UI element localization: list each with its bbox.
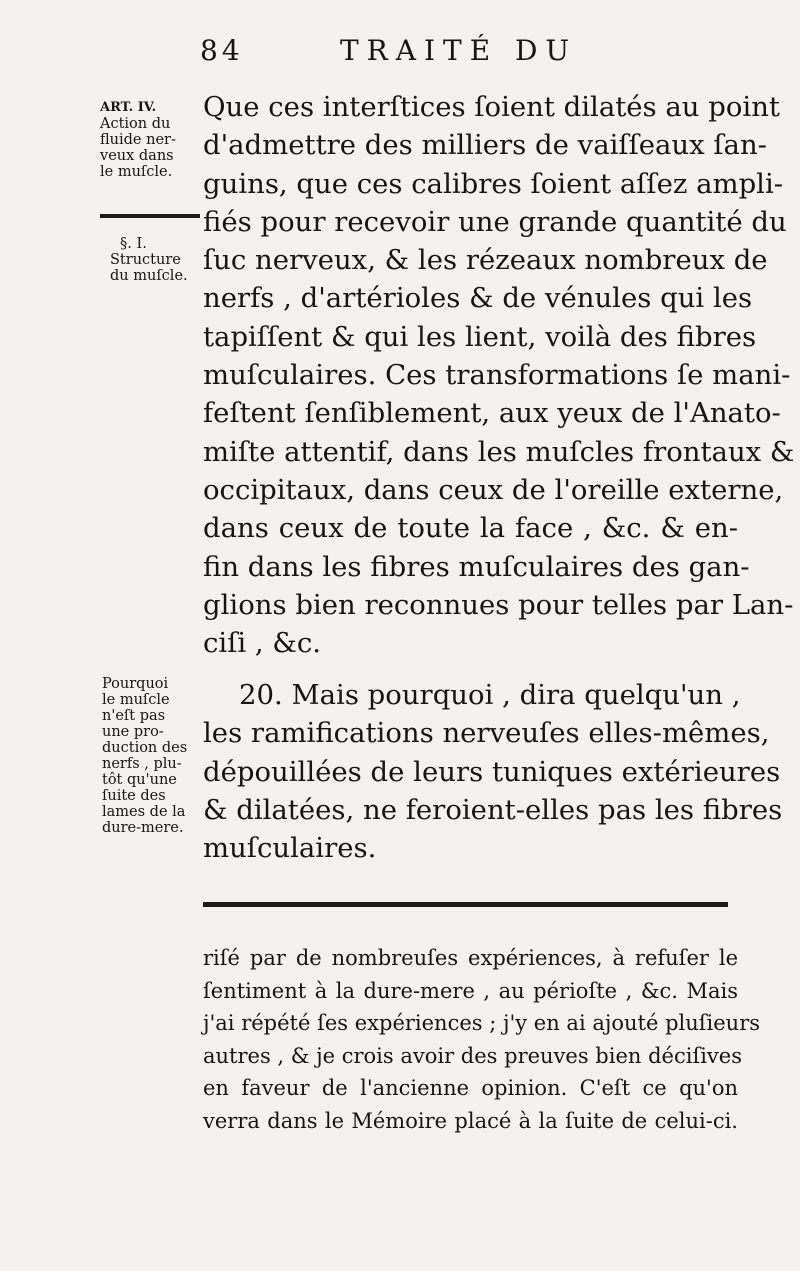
footnote-line: autres , & je crois avoir des preuves bien déciſives xyxy=(203,1043,742,1068)
margin-section-line: Structure xyxy=(110,252,181,268)
footnote-line: j'ai répété ſes expériences ; j'y en ai ajouté pluſieurs xyxy=(203,1011,761,1035)
footnote-line: verra dans le Mémoire placé à la ſuite de celui-ci. xyxy=(203,1108,738,1133)
margin-note-section xyxy=(110,236,215,284)
margin-art-line: fluide ner- xyxy=(100,132,176,148)
text-line: tapiſſent & qui les lient, voilà des fibres xyxy=(203,320,757,353)
text-line: dans ceux de toute la face , &c. & en- xyxy=(203,512,738,545)
text-line: guins, que ces calibres ſoient aſſez ampli- xyxy=(203,167,784,200)
margin-art-line: Action du xyxy=(100,116,171,132)
text-line: muſculaires. xyxy=(203,832,377,865)
footnote-line: riſé par de nombreuſes expériences, à refuſer le xyxy=(203,946,738,970)
body-paragraph-2 xyxy=(203,676,783,867)
text-line: 20. Mais pourquoi , dira quelqu'un , xyxy=(239,679,741,711)
footnote-line: ſentiment à la dure-mere , au périoſte , &c. Mais xyxy=(203,978,738,1003)
margin-section-line: du muſcle. xyxy=(110,268,188,284)
running-title: TRAITÉ DU xyxy=(340,34,578,67)
footnote-rule xyxy=(203,902,728,907)
margin-art-line: le muſcle. xyxy=(100,164,173,180)
text-line: ciſi , &c. xyxy=(203,627,322,660)
margin-q-line: lames de la xyxy=(102,804,186,820)
page-number: 84 xyxy=(200,34,244,67)
margin-q-line: tôt qu'une xyxy=(102,772,177,788)
text-line: fiés pour recevoir une grande quantité du xyxy=(203,205,787,238)
margin-q-line: nerfs , plu- xyxy=(102,756,182,772)
text-line: muſculaires. Ces transformations ſe mani- xyxy=(203,359,791,392)
footnote xyxy=(203,942,761,1137)
footnote-line: en faveur de l'ancienne opinion. C'eſt ce qu'on xyxy=(203,1076,738,1100)
margin-note-article xyxy=(100,100,205,180)
text-line: Que ces interſtices ſoient dilatés au point xyxy=(203,91,780,123)
text-line: d'admettre des milliers de vaiſſeaux ſan- xyxy=(203,129,767,162)
running-header xyxy=(200,34,760,74)
margin-q-line: dure-mere. xyxy=(102,820,184,836)
text-line: occipitaux, dans ceux de l'oreille externe, xyxy=(203,473,784,506)
text-line: dépouillées de leurs tuniques extérieures xyxy=(203,755,781,788)
text-line: nerfs , d'artérioles & de vénules qui les xyxy=(203,282,753,315)
margin-q-line: n'eſt pas xyxy=(102,708,166,724)
margin-note-question xyxy=(102,676,202,836)
margin-q-line: ſuite des xyxy=(102,788,166,804)
body-paragraph-1 xyxy=(203,88,795,662)
text-line: fin dans les fibres muſculaires des gan- xyxy=(203,550,750,583)
margin-section-label: §. I. xyxy=(120,236,147,252)
text-line: & dilatées, ne feroient-elles pas les fibres xyxy=(203,793,783,826)
text-line: les ramifications nerveuſes elles-mêmes, xyxy=(203,717,770,750)
margin-q-line: duction des xyxy=(102,740,188,756)
text-line: feſtent ſenſiblement, aux yeux de l'Anato- xyxy=(203,397,781,430)
text-line: glions bien reconnues pour telles par Lan- xyxy=(203,588,794,621)
margin-q-line: une pro- xyxy=(102,724,164,740)
margin-art-label: ART. IV. xyxy=(100,100,157,115)
margin-q-line: Pourquoi xyxy=(102,676,169,692)
margin-art-line: veux dans xyxy=(100,148,174,164)
text-line: ſuc nerveux, & les rézeaux nombreux de xyxy=(203,244,768,277)
margin-divider xyxy=(100,214,200,218)
margin-q-line: le muſcle xyxy=(102,692,170,708)
text-line: miſte attentif, dans les muſcles frontaux & xyxy=(203,435,795,468)
